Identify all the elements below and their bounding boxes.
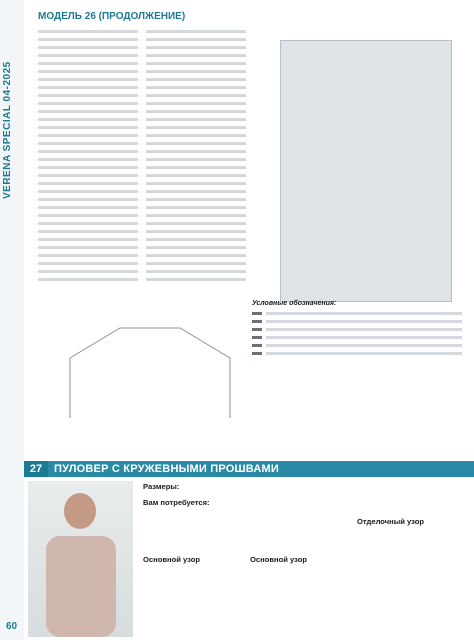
legend-title: Условные обозначения:: [252, 300, 337, 307]
heading-openwork: Отделочный узор: [357, 517, 424, 526]
model-number: 27: [24, 461, 48, 477]
heading-sizes: Размеры:: [143, 482, 180, 491]
heading-pattern-second: Основной узор: [250, 555, 308, 564]
placeholder-text-column-1: [38, 30, 138, 286]
heading-materials: Вам потребуется:: [143, 498, 210, 507]
model-title: ПУЛОВЕР С КРУЖЕВНЫМИ ПРОШВАМИ: [54, 463, 280, 475]
section-title: МОДЕЛЬ 26 (ПРОДОЛЖЕНИЕ): [38, 11, 186, 22]
model-photo-illustration: [28, 481, 133, 637]
stitch-chart: [280, 40, 452, 302]
schematic-diagram: [60, 318, 240, 428]
side-strip: [0, 0, 24, 640]
side-brand: VERENA SPECIAL 04-2025: [2, 61, 13, 199]
legend-block: [252, 312, 462, 462]
model-photo: [28, 481, 133, 637]
page-number: 60: [6, 621, 18, 632]
model-band: [24, 461, 474, 477]
placeholder-text-column-2: [146, 30, 246, 286]
heading-pattern: Основной узор: [143, 555, 201, 564]
